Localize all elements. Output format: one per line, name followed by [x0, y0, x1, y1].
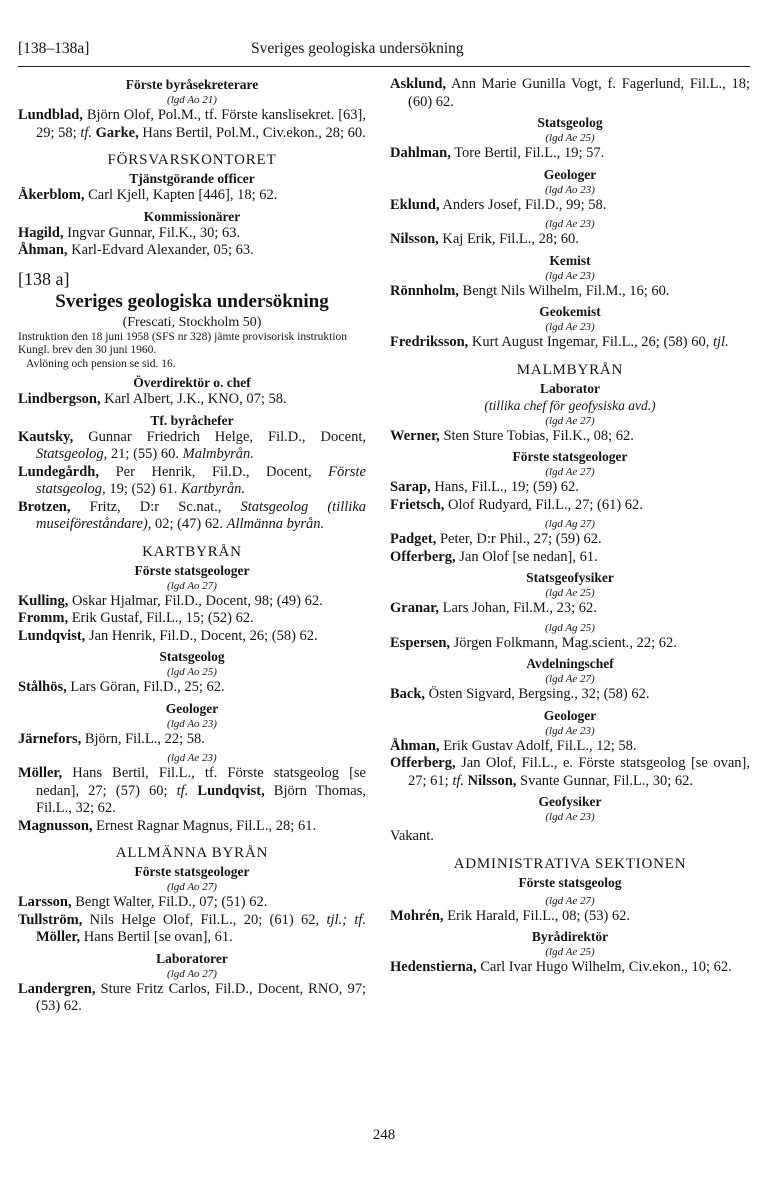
- entry-ahman: Åhman, Erik Gustav Adolf, Fil.L., 12; 58.: [390, 737, 637, 754]
- heading-geofysiker: Geofysiker: [538, 794, 602, 809]
- entry-werner: Werner, Sten Sture Tobias, Fil.K., 08; 62.: [390, 427, 634, 444]
- heading-administrativa-sektionen: ADMINISTRATIVA SEKTIONEN: [453, 855, 687, 872]
- heading-avdelningschef: Avdelningschef: [526, 656, 614, 671]
- entry-kautsky: Kautsky, Gunnar Friedrich Helge, Fil.D., Docent, Statsgeolog, 21; (55) 60. Malmbyrån.: [18, 428, 366, 462]
- header-rule: [18, 66, 750, 67]
- salary-grade: (lgd Ae 25): [545, 132, 595, 144]
- entry-back: Back, Östen Sigvard, Bergsing., 32; (58) 62.: [390, 686, 650, 702]
- salary-grade: (lgd Ae 23): [545, 269, 595, 282]
- salary-grade: (lgd Ao 21): [167, 94, 217, 106]
- heading-tjanstgorande: Tjänstgörande officer: [129, 171, 255, 186]
- entry-fredriksson: Fredriksson, Kurt August Ingemar, Fil.L., 26; (58) 60, tjl.: [390, 334, 729, 350]
- salary-grade: (lgd Ao 23): [167, 717, 217, 730]
- salary-grade: (lgd Ao 27): [167, 967, 217, 980]
- salary-grade: (lgd Ae 27): [545, 466, 595, 478]
- entry-ahman: Åhman, Karl-Edvard Alexander, 05; 63.: [18, 242, 254, 258]
- vacancy-text: Vakant.: [390, 828, 434, 844]
- salary-grade: (lgd Ae 23): [545, 811, 595, 823]
- instruction-note: Instruktion den 18 juni 1958 (SFS nr 328) jämte provisorisk instruktion Kungl. brev den 30 juni 1960.: [18, 330, 348, 356]
- heading-geologer: Geologer: [543, 166, 597, 182]
- entry-magnusson: Magnusson, Ernest Ragnar Magnus, Fil.L., 28; 61.: [18, 817, 317, 834]
- heading-forste-statsgeolog: Förste statsgeolog: [518, 874, 622, 890]
- entry-tullstrom: Tullström, Nils Helge Olof, Fil.L., 20; (61) 62, tjl.; tf. Möller, Hans Bertil [se ovan], 61.: [18, 911, 366, 945]
- heading-kommissionarer: Kommissionärer: [143, 208, 241, 224]
- entry-akerblom: Åkerblom, Carl Kjell, Kapten [446], 18; 62.: [18, 187, 278, 203]
- entry-lundegardh: Lundegårdh, Per Henrik, Fil.D., Docent, Förste statsgeolog, 19; (52) 61. Kartbyrån.: [18, 463, 366, 497]
- entry-lundqvist: Lundqvist, Jan Henrik, Fil.D., Docent, 26; (58) 62.: [18, 627, 318, 644]
- entry-jarnefors: Järnefors, Björn, Fil.L., 22; 58.: [18, 730, 205, 747]
- page-number: 248: [372, 1127, 396, 1143]
- heading-statsgeolog: Statsgeolog: [537, 115, 603, 130]
- heading-laboratorer: Laboratorer: [156, 950, 228, 966]
- heading-statsgeofysiker: Statsgeofysiker: [526, 570, 614, 585]
- entry-brotzen: Brotzen, Fritz, D:r Sc.nat., Statsgeolog (tillika museiföreståndare), 02; (47) 62. Allmänna byrån.: [18, 498, 366, 532]
- entry-asklund: Asklund, Ann Marie Gunilla Vogt, f. Fagerlund, Fil.L., 18; (60) 62.: [390, 76, 750, 110]
- salary-grade: (lgd Ae 23): [545, 321, 595, 333]
- heading-laborator: Laborator: [540, 380, 600, 396]
- entry-kulling: Kulling, Oskar Hjalmar, Fil.D., Docent, 98; (49) 62.: [18, 592, 323, 609]
- heading-forste-statsgeologer: Förste statsgeologer: [134, 562, 250, 578]
- salary-grade: (lgd Ae 23): [545, 218, 595, 230]
- salary-grade: (lgd Ao 23): [545, 183, 595, 196]
- heading-forste-statsgeologer: Förste statsgeologer: [134, 864, 250, 879]
- salary-grade: (lgd Ag 25): [545, 621, 595, 634]
- salary-grade: (lgd Ae 25): [545, 946, 595, 958]
- left-column: [18, 76, 366, 1016]
- salary-grade: (lgd Ao 27): [167, 579, 217, 592]
- entry-ronnholm: Rönnholm, Bengt Nils Wilhelm, Fil.M., 16; 60.: [390, 282, 670, 299]
- section-id: [138 a]: [18, 268, 70, 289]
- heading-geologer: Geologer: [543, 707, 597, 723]
- entry-landergren: Landergren, Sture Fritz Carlos, Fil.D., Docent, RNO, 97; (53) 62.: [18, 980, 366, 1014]
- heading-malmbyran: MALMBYRÅN: [516, 361, 624, 378]
- heading-kartbyran: KARTBYRÅN: [142, 543, 242, 560]
- entry-eklund: Eklund, Anders Josef, Fil.D., 99; 58.: [390, 196, 607, 213]
- entry-offerberg: Offerberg, Jan Olof [se nedan], 61.: [390, 548, 598, 565]
- entry-stalhos: Stålhös, Lars Göran, Fil.D., 25; 62.: [18, 679, 225, 695]
- heading-forsvarskontoret: FÖRSVARSKONTORET: [107, 152, 277, 168]
- laborator-note: (tillika chef för geofysiska avd.): [484, 397, 656, 413]
- entry-padget: Padget, Peter, D:r Phil., 27; (59) 62.: [390, 531, 602, 547]
- salary-grade: (lgd Ae 23): [167, 752, 217, 764]
- heading-forste-statsgeologer: Förste statsgeologer: [512, 449, 628, 464]
- heading-overdirektor: Överdirektör o. chef: [133, 375, 251, 390]
- salary-grade: (lgd Ao 27): [167, 881, 217, 893]
- entry-sarap: Sarap, Hans, Fil.L., 19; (59) 62.: [390, 479, 579, 495]
- salary-grade: (lgd Ae 27): [545, 673, 595, 685]
- entry-mohren: Mohrén, Erik Harald, Fil.L., 08; (53) 62.: [390, 907, 631, 924]
- heading-statsgeolog: Statsgeolog: [159, 649, 225, 664]
- entry-granar: Granar, Lars Johan, Fil.M., 23; 62.: [390, 600, 597, 616]
- entry-fromm: Fromm, Erik Gustaf, Fil.L., 15; (52) 62.: [18, 610, 254, 626]
- entry-lundblad: Lundblad, Björn Olof, Pol.M., tf. Förste kanslisekret. [63], 29; 58; tf. Garke, Hans Bertil, Pol.M., Civ.ekon., 28; 60.: [18, 107, 366, 141]
- salary-grade: (lgd Ae 27): [545, 414, 595, 427]
- entry-dahlman: Dahlman, Tore Bertil, Fil.L., 19; 57.: [390, 145, 605, 161]
- heading-geokemist: Geokemist: [539, 304, 601, 319]
- header-title: Sveriges geologiska undersökning: [251, 40, 464, 57]
- heading-allmanna-byran: ALLMÄNNA BYRÅN: [115, 845, 269, 861]
- salary-grade: (lgd Ag 27): [545, 518, 595, 530]
- heading-geologer: Geologer: [165, 700, 219, 716]
- salary-grade: (lgd Ao 25): [167, 666, 217, 678]
- entry-larsson: Larsson, Bengt Walter, Fil.D., 07; (51) 62.: [18, 894, 268, 910]
- entry-hagild: Hagild, Ingvar Gunnar, Fil.K., 30; 63.: [18, 224, 241, 241]
- salary-grade: (lgd Ae 25): [545, 587, 595, 599]
- entry-offerberg: Offerberg, Jan Olof, Fil.L., e. Förste statsgeolog [se ovan], 27; 61; tf. Nilsson, Svante Gunnar, Fil.L., 30; 62.: [390, 755, 750, 789]
- header-reference: [138–138a]: [18, 40, 90, 57]
- section-address: (Frescati, Stockholm 50): [122, 314, 262, 330]
- entry-frietsch: Frietsch, Olof Rudyard, Fil.L., 27; (61) 62.: [390, 496, 643, 513]
- right-column: [390, 76, 750, 977]
- salary-grade: (lgd Ae 27): [545, 894, 595, 907]
- heading-byrasekreterare: Förste byråsekreterare: [125, 77, 259, 92]
- section-title: Sveriges geologiska undersökning: [55, 290, 329, 312]
- heading-kemist: Kemist: [549, 252, 591, 268]
- entry-moller: Möller, Hans Bertil, Fil.L., tf. Förste statsgeolog [se nedan], 27; (57) 60; tf. Lundqvist, Björn Thomas, Fil.L., 32; 62.: [18, 765, 366, 816]
- entry-lindbergson: Lindbergson, Karl Albert, J.K., KNO, 07; 58.: [18, 391, 287, 407]
- heading-byradirektor: Byrådirektör: [531, 929, 609, 944]
- pension-note: Avlöning och pension se sid. 16.: [26, 357, 176, 370]
- salary-grade: (lgd Ae 23): [545, 724, 595, 737]
- entry-espersen: Espersen, Jörgen Folkmann, Mag.scient., 22; 62.: [390, 634, 677, 651]
- entry-nilsson: Nilsson, Kaj Erik, Fil.L., 28; 60.: [390, 231, 579, 247]
- entry-hedenstierna: Hedenstierna, Carl Ivar Hugo Wilhelm, Civ.ekon., 10; 62.: [390, 959, 732, 975]
- running-header: [18, 40, 750, 64]
- heading-tf-byrachefer: Tf. byråchefer: [150, 412, 234, 428]
